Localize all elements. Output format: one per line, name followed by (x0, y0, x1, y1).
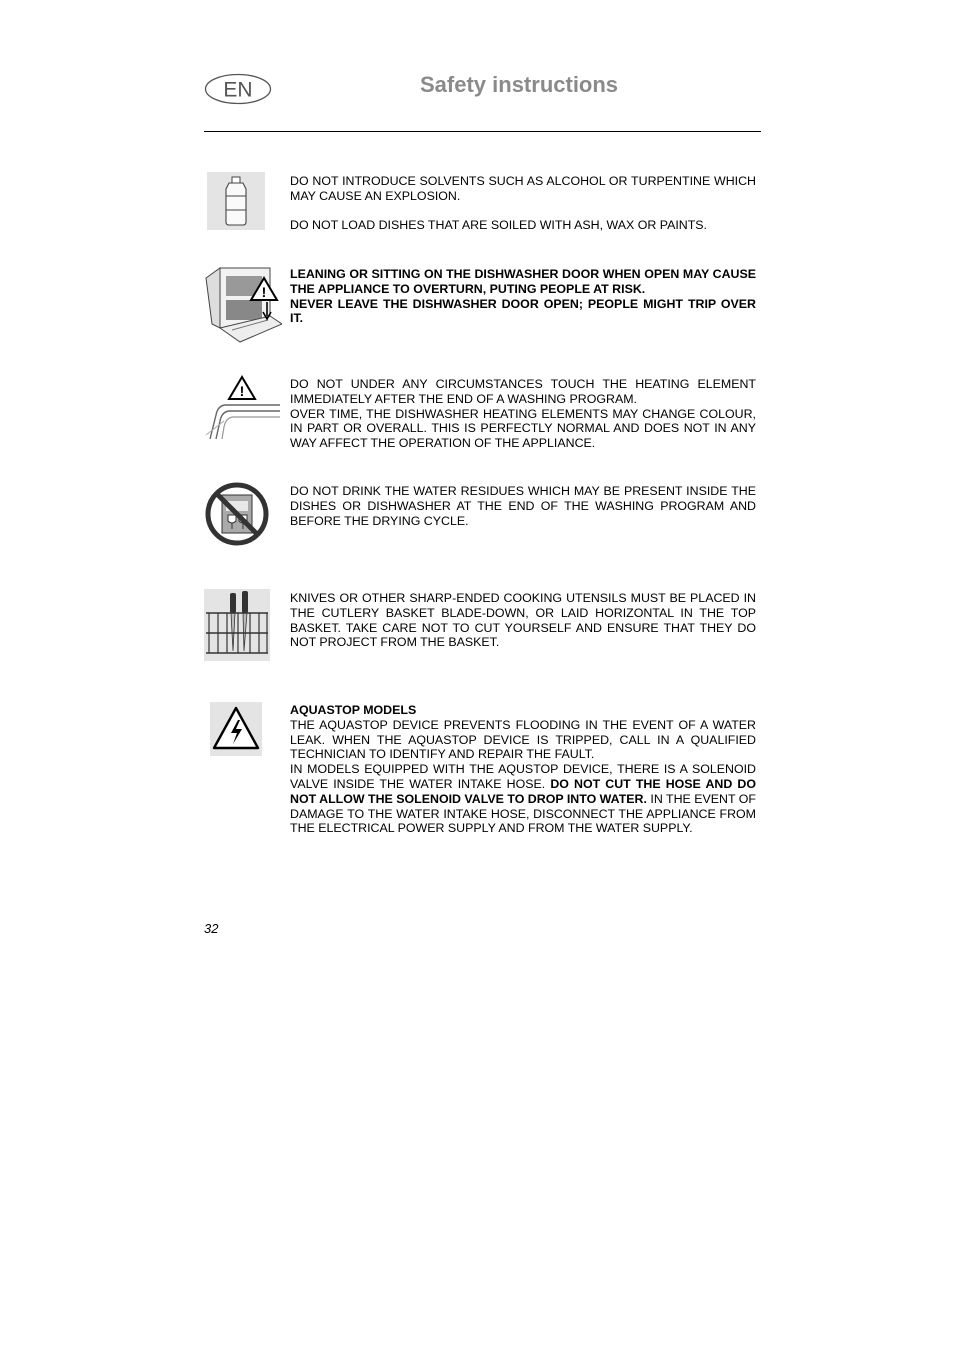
warning-emphasis: DO NOT CUT THE HOSE AND DO NOT ALLOW THE SOLENOID VALVE TO DROP INTO WATER. (290, 776, 756, 806)
paragraph: DO NOT LOAD DISHES THAT ARE SOILED WITH ASH, WAX OR PAINTS. (290, 218, 707, 233)
section-no-drinking-text (290, 484, 756, 528)
paragraph: NEVER LEAVE THE DISHWASHER DOOR OPEN; PEOPLE MIGHT TRIP OVER IT. (290, 296, 756, 326)
section-door-text (290, 267, 756, 326)
paragraph: KNIVES OR OTHER SHARP-ENDED COOKING UTENSILS MUST BE PLACED IN THE CUTLERY BASKET BLADE-DOWN, OR LAID HORIZONTAL IN THE TOP BASKET. TAKE CARE NOT TO CUT YOURSELF AND ENSURE THAT THEY DO NOT PROJECT FROM THE BASKET. (290, 591, 756, 650)
section-heading: AQUASTOP MODELS (290, 703, 417, 717)
paragraph: THE AQUASTOP DEVICE PREVENTS FLOODING IN THE EVENT OF A WATER LEAK. WHEN THE AQUASTOP DEVICE IS TRIPPED, CALL IN A QUALIFIED TECHNICIAN TO IDENTIFY AND REPAIR THE FAULT. (290, 717, 756, 762)
language-badge-label: EN (223, 78, 253, 102)
knives-basket-icon (204, 589, 270, 661)
solvent-bottle-icon (207, 172, 265, 230)
paragraph-text: IN MODELS EQUIPPED WITH THE AQUSTOP DEVICE, THERE IS A SOLENOID VALVE INSIDE THE WATER INTAKE HOSE. (290, 762, 756, 791)
electric-hazard-icon (210, 702, 262, 756)
paragraph: DO NOT DRINK THE WATER RESIDUES WHICH MAY BE PRESENT INSIDE THE DISHES OR DISHWASHER AT THE END OF THE WASHING PROGRAM AND BEFORE THE DRYING CYCLE. (290, 484, 756, 528)
svg-text:!: ! (261, 284, 267, 300)
paragraph: OVER TIME, THE DISHWASHER HEATING ELEMENTS MAY CHANGE COLOUR, IN PART OR OVERALL. THIS IS PERFECTLY NORMAL AND DOES NOT IN ANY WAY AFFECT THE OPERATION OF THE APPLIANCE. (290, 406, 756, 451)
open-door-warning-icon (204, 264, 282, 344)
section-aquastop-text (290, 703, 756, 836)
section-solvents-text (290, 174, 756, 233)
section-knives-text (290, 591, 756, 650)
paragraph: DO NOT UNDER ANY CIRCUMSTANCES TOUCH THE HEATING ELEMENT IMMEDIATELY AFTER THE END OF A WASHING PROGRAM. (290, 377, 756, 406)
paragraph: DO NOT INTRODUCE SOLVENTS SUCH AS ALCOHOL OR TURPENTINE WHICH MAY CAUSE AN EXPLOSION. (290, 174, 756, 203)
svg-text:!: ! (239, 383, 245, 399)
no-drinking-icon (204, 481, 270, 547)
page-number: 32 (204, 921, 219, 936)
language-badge-oval (204, 73, 272, 105)
paragraph (290, 762, 756, 836)
heating-element-warning-icon (204, 375, 282, 441)
paragraph-text: IN THE EVENT OF DAMAGE TO THE WATER INTAKE HOSE, DISCONNECT THE APPLIANCE FROM THE ELECTRICAL POWER SUPPLY AND FROM THE WATER SUPPLY. (290, 791, 757, 836)
language-badge (204, 73, 272, 105)
header-divider (204, 131, 761, 132)
page-title: Safety instructions (420, 72, 619, 97)
section-heating-element-text (290, 377, 756, 451)
paragraph: LEANING OR SITTING ON THE DISHWASHER DOOR WHEN OPEN MAY CAUSE THE APPLIANCE TO OVERTURN, PUTING PEOPLE AT RISK. (290, 267, 756, 296)
